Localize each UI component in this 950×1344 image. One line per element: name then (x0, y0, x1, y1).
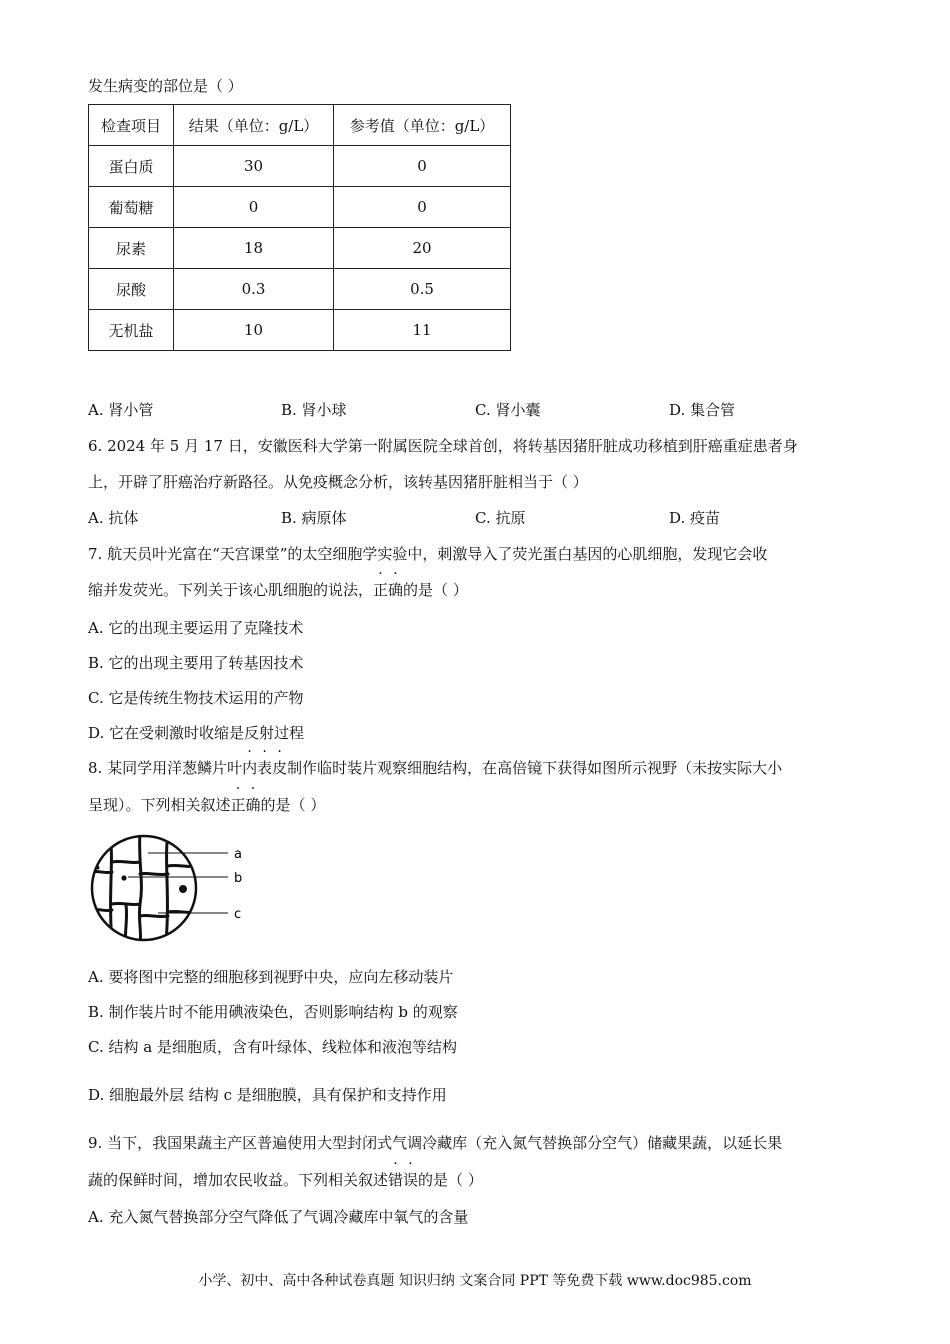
q9-line-2-tail: 的是（ ） (418, 1171, 483, 1189)
option-a[interactable]: A. 充入氮气替换部分空气降低了气调冷藏库中氧气的含量 (88, 1208, 469, 1226)
table-header-cell: 检查项目 (89, 105, 174, 146)
emphasis-char: 正 (373, 581, 389, 599)
table-cell: 11 (334, 310, 511, 351)
page-footer: 小学、初中、高中各种试卷真题 知识归纳 文案合同 PPT 等免费下载 www.doc985.com (198, 1273, 752, 1289)
q9-line-1: 9. 当下，我国果蔬主产区普遍使用大型封闭式气调冷藏库（充入氮气替换部分空气）储藏果蔬，以延长果 (88, 1134, 783, 1152)
table-row (89, 310, 511, 351)
q8-line-1 (88, 758, 782, 778)
exam-results-table (88, 104, 511, 351)
table-cell: 0 (174, 187, 334, 228)
q8-line-2-text: 呈现）。下列相关叙述 (88, 796, 231, 814)
option-a[interactable]: A. 要将图中完整的细胞移到视野中央，应向左移动装片 (88, 968, 454, 986)
table-cell: 0 (334, 187, 511, 228)
table-cell: 尿酸 (89, 269, 174, 310)
q8-line-2 (88, 795, 325, 815)
table-cell: 葡萄糖 (89, 187, 174, 228)
table-row (89, 228, 511, 269)
q8-line-1-text: 8. 某同学用洋葱鳞片叶 (88, 759, 243, 777)
table-cell: 无机盐 (89, 310, 174, 351)
q9-line-2-text: 蔬的保鲜时间，增加农民收益。下列相关叙述 (88, 1171, 389, 1189)
emphasis-char: 确 (245, 796, 261, 814)
emphasis-char: 内 (242, 759, 258, 777)
q5-stem-tail: 发生病变的部位是（ ） (88, 77, 243, 95)
emphasis-char: 确 (388, 581, 404, 599)
q9-line-2 (88, 1170, 483, 1190)
table-row (89, 146, 511, 187)
table-cell: 尿素 (89, 228, 174, 269)
option-a[interactable]: A. 肾小管 (88, 401, 154, 419)
q5-options (88, 400, 868, 420)
emphasis-char: 误 (403, 1171, 419, 1189)
option-a[interactable]: A. 它的出现主要运用了克隆技术 (88, 619, 304, 637)
label-c: c (234, 907, 242, 922)
table-header-row (89, 105, 511, 146)
table-header-cell: 参考值（单位：g/L） (334, 105, 511, 146)
table-cell: 10 (174, 310, 334, 351)
option-d[interactable]: D. 疫苗 (669, 509, 721, 527)
emphasis-char: 表 (257, 759, 273, 777)
q7-line-1: 7. 航天员叶光富在“天宫课堂”的太空细胞学实验中，刺激导入了荧光蛋白基因的心肌细胞，发现它会收 (88, 545, 768, 563)
q6-options (88, 508, 868, 528)
table-cell: 20 (334, 228, 511, 269)
option-d[interactable]: D. 它在受刺激时收缩是反射过程 (88, 724, 305, 742)
table-row (89, 187, 511, 228)
q6-line-1: 6. 2024 年 5 月 17 日，安徽医科大学第一附属医院全球首创，将转基因猪肝脏成功移植到肝癌重症患者身 (88, 437, 798, 455)
option-c[interactable]: C. 肾小囊 (475, 401, 541, 419)
table-cell: 蛋白质 (89, 146, 174, 187)
table-header-cell: 结果（单位：g/L） (174, 105, 334, 146)
table-cell: 0 (334, 146, 511, 187)
option-b[interactable]: B. 病原体 (281, 509, 347, 527)
emphasis-char: 皮 (272, 759, 288, 777)
label-a: a (234, 847, 242, 862)
table-row (89, 269, 511, 310)
option-b[interactable]: B. 它的出现主要用了转基因技术 (88, 654, 304, 672)
label-b: b (234, 871, 243, 886)
option-d[interactable]: D. 细胞最外层 结构 c 是细胞膜，具有保护和支持作用 (88, 1086, 447, 1104)
q7-line-2 (88, 580, 468, 600)
q8-line-1-tail: 制作临时装片观察细胞结构，在高倍镜下获得如图所示视野（未按实际大小 (287, 759, 783, 777)
emphasis-char: 错 (388, 1171, 404, 1189)
emphasis-char: 正 (230, 796, 246, 814)
option-c[interactable]: C. 结构 a 是细胞质，含有叶绿体、线粒体和液泡等结构 (88, 1038, 457, 1056)
q6-line-2: 上，开辟了肝癌治疗新路径。从免疫概念分析，该转基因猪肝脏相当于（ ） (88, 473, 588, 491)
option-b[interactable]: B. 肾小球 (281, 401, 347, 419)
table-cell: 0.5 (334, 269, 511, 310)
q7-line-2-text: 缩并发荧光。下列关于该心肌细胞的说法， (88, 581, 374, 599)
option-d[interactable]: D. 集合管 (669, 401, 736, 419)
option-c[interactable]: C. 它是传统生物技术运用的产物 (88, 689, 304, 707)
option-a[interactable]: A. 抗体 (88, 509, 139, 527)
table-cell: 18 (174, 228, 334, 269)
option-b[interactable]: B. 制作装片时不能用碘液染色，否则影响结构 b 的观察 (88, 1003, 458, 1021)
q7-line-2-tail: 的是（ ） (403, 581, 468, 599)
q8-line-2-tail: 的是（ ） (260, 796, 326, 814)
table-cell: 0.3 (174, 269, 334, 310)
onion-cell-microscope-figure (88, 832, 258, 944)
table-cell: 30 (174, 146, 334, 187)
option-c[interactable]: C. 抗原 (475, 509, 526, 527)
